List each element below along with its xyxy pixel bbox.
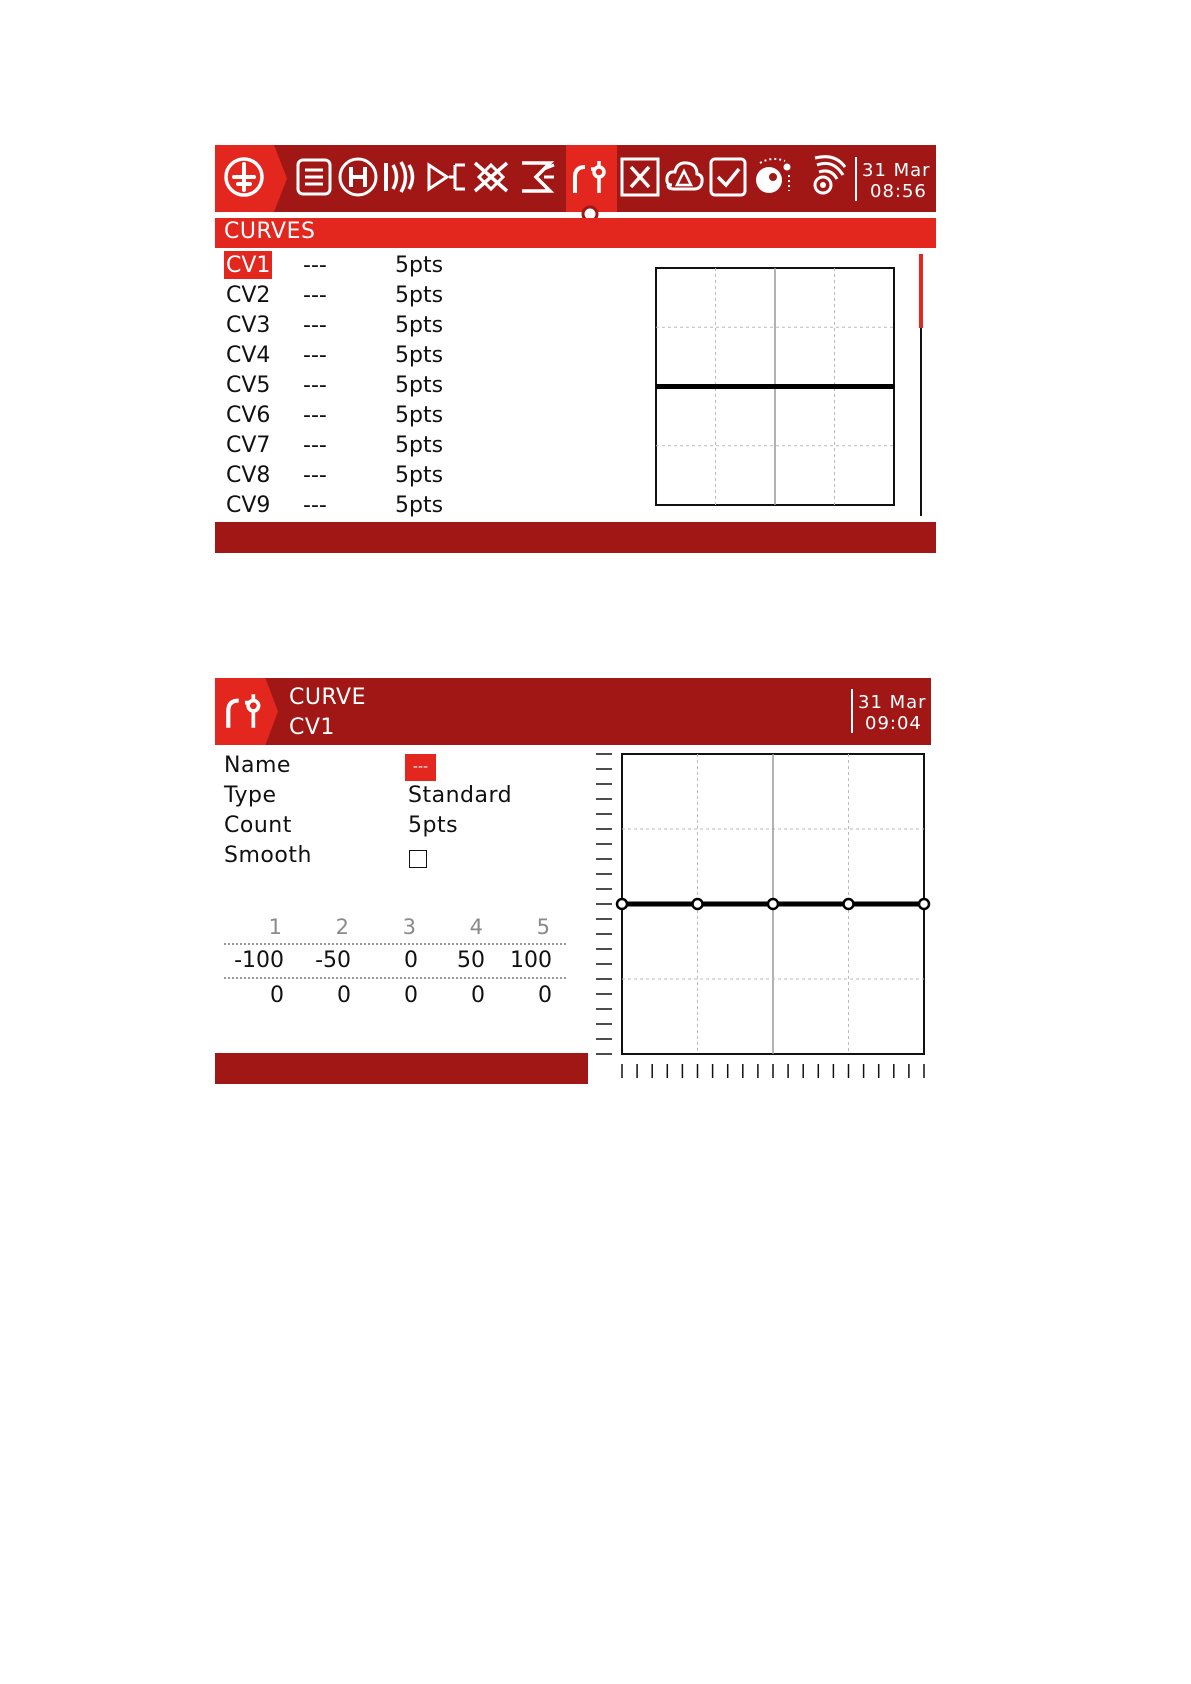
curve-label: --- bbox=[303, 283, 327, 308]
special-functions-icon[interactable] bbox=[707, 155, 751, 199]
model-notes-icon[interactable] bbox=[292, 155, 336, 199]
curve-points: 5pts bbox=[395, 493, 444, 518]
point-y-value[interactable]: 0 bbox=[337, 983, 351, 1008]
curve-name: CV2 bbox=[226, 283, 271, 308]
curve-label: --- bbox=[303, 493, 327, 518]
curve-name: CV8 bbox=[226, 463, 271, 488]
divider bbox=[224, 943, 566, 945]
point-x-value[interactable]: -50 bbox=[315, 948, 351, 973]
curve-label: --- bbox=[303, 403, 327, 428]
curve-point-marker bbox=[844, 899, 854, 909]
curve-name: CV3 bbox=[226, 313, 271, 338]
count-label: Count bbox=[224, 813, 292, 838]
curve-name: CV9 bbox=[226, 493, 271, 518]
curve-preview-graph bbox=[654, 266, 896, 507]
curve-point-marker bbox=[768, 899, 778, 909]
header-subtitle: CV1 bbox=[289, 715, 335, 740]
scrollbar-thumb[interactable] bbox=[919, 254, 923, 328]
wireless-icon[interactable] bbox=[803, 155, 847, 199]
point-x-value[interactable]: 100 bbox=[510, 948, 552, 973]
curve-label: --- bbox=[303, 343, 327, 368]
page-title-bar bbox=[215, 218, 936, 248]
curve-points: 5pts bbox=[395, 283, 444, 308]
model-setup-icon[interactable] bbox=[222, 155, 266, 199]
outputs-icon[interactable] bbox=[514, 155, 558, 199]
list-item[interactable] bbox=[215, 311, 635, 341]
mixes-icon[interactable] bbox=[469, 155, 513, 199]
curve-name: CV4 bbox=[226, 343, 271, 368]
curve-label: --- bbox=[303, 253, 327, 278]
point-index: 4 bbox=[469, 915, 483, 939]
point-index: 1 bbox=[268, 915, 282, 939]
global-variables-icon[interactable] bbox=[618, 155, 662, 199]
date-separator bbox=[851, 689, 853, 733]
bottom-bar bbox=[215, 1053, 588, 1084]
smooth-checkbox[interactable] bbox=[409, 850, 427, 868]
curve-name: CV1 bbox=[226, 253, 271, 278]
name-field[interactable]: --- bbox=[405, 754, 436, 781]
list-item[interactable] bbox=[215, 491, 635, 521]
date-text: 31 Mar bbox=[862, 160, 931, 181]
list-item[interactable] bbox=[215, 371, 635, 401]
topbar-underline bbox=[215, 212, 936, 215]
time-text: 09:04 bbox=[865, 713, 922, 734]
list-item[interactable] bbox=[215, 341, 635, 371]
curves-icon bbox=[222, 688, 268, 734]
curve-point-marker bbox=[617, 899, 627, 909]
curve-points: 5pts bbox=[395, 343, 444, 368]
flight-modes-icon[interactable] bbox=[380, 155, 424, 199]
curve-points: 5pts bbox=[395, 373, 444, 398]
page-title: CURVES bbox=[224, 219, 316, 244]
point-y-value[interactable]: 0 bbox=[404, 983, 418, 1008]
date-text: 31 Mar bbox=[858, 692, 927, 713]
smooth-label: Smooth bbox=[224, 843, 312, 868]
date-separator bbox=[855, 157, 857, 201]
header-title: CURVE bbox=[289, 685, 366, 710]
list-item[interactable] bbox=[215, 431, 635, 461]
point-x-value[interactable]: 0 bbox=[404, 948, 418, 973]
logical-switches-icon[interactable] bbox=[662, 155, 706, 199]
curve-points: 5pts bbox=[395, 433, 444, 458]
telemetry-icon[interactable] bbox=[752, 155, 796, 199]
datetime bbox=[858, 692, 927, 734]
curve-name: CV7 bbox=[226, 433, 271, 458]
list-item[interactable] bbox=[215, 281, 635, 311]
curve-editor-graph[interactable] bbox=[594, 748, 934, 1078]
curve-point-marker bbox=[919, 899, 929, 909]
point-x-value[interactable]: 50 bbox=[457, 948, 485, 973]
time-text: 08:56 bbox=[870, 181, 927, 202]
curve-points: 5pts bbox=[395, 313, 444, 338]
curve-points: 5pts bbox=[395, 403, 444, 428]
point-index: 2 bbox=[335, 915, 349, 939]
curve-points: 5pts bbox=[395, 253, 444, 278]
curve-points: 5pts bbox=[395, 463, 444, 488]
heli-icon[interactable] bbox=[336, 155, 380, 199]
point-y-value[interactable]: 0 bbox=[270, 983, 284, 1008]
name-label: Name bbox=[224, 753, 291, 778]
count-value[interactable]: 5pts bbox=[408, 813, 459, 838]
inputs-icon[interactable] bbox=[425, 155, 469, 199]
divider bbox=[224, 977, 566, 979]
curve-label: --- bbox=[303, 313, 327, 338]
type-value[interactable]: Standard bbox=[408, 783, 513, 808]
curve-name: CV6 bbox=[226, 403, 271, 428]
bottom-bar bbox=[215, 522, 936, 553]
datetime bbox=[862, 160, 931, 202]
curve-label: --- bbox=[303, 433, 327, 458]
type-label: Type bbox=[224, 783, 277, 808]
curve-label: --- bbox=[303, 373, 327, 398]
list-item[interactable] bbox=[215, 401, 635, 431]
point-y-value[interactable]: 0 bbox=[471, 983, 485, 1008]
curve-label: --- bbox=[303, 463, 327, 488]
list-item[interactable] bbox=[215, 251, 635, 281]
list-item[interactable] bbox=[215, 461, 635, 491]
point-index: 3 bbox=[402, 915, 416, 939]
point-y-value[interactable]: 0 bbox=[538, 983, 552, 1008]
point-x-value[interactable]: -100 bbox=[234, 948, 284, 973]
curves-icon[interactable] bbox=[569, 155, 613, 199]
curve-name: CV5 bbox=[226, 373, 271, 398]
curve-point-marker bbox=[693, 899, 703, 909]
point-index: 5 bbox=[536, 915, 550, 939]
